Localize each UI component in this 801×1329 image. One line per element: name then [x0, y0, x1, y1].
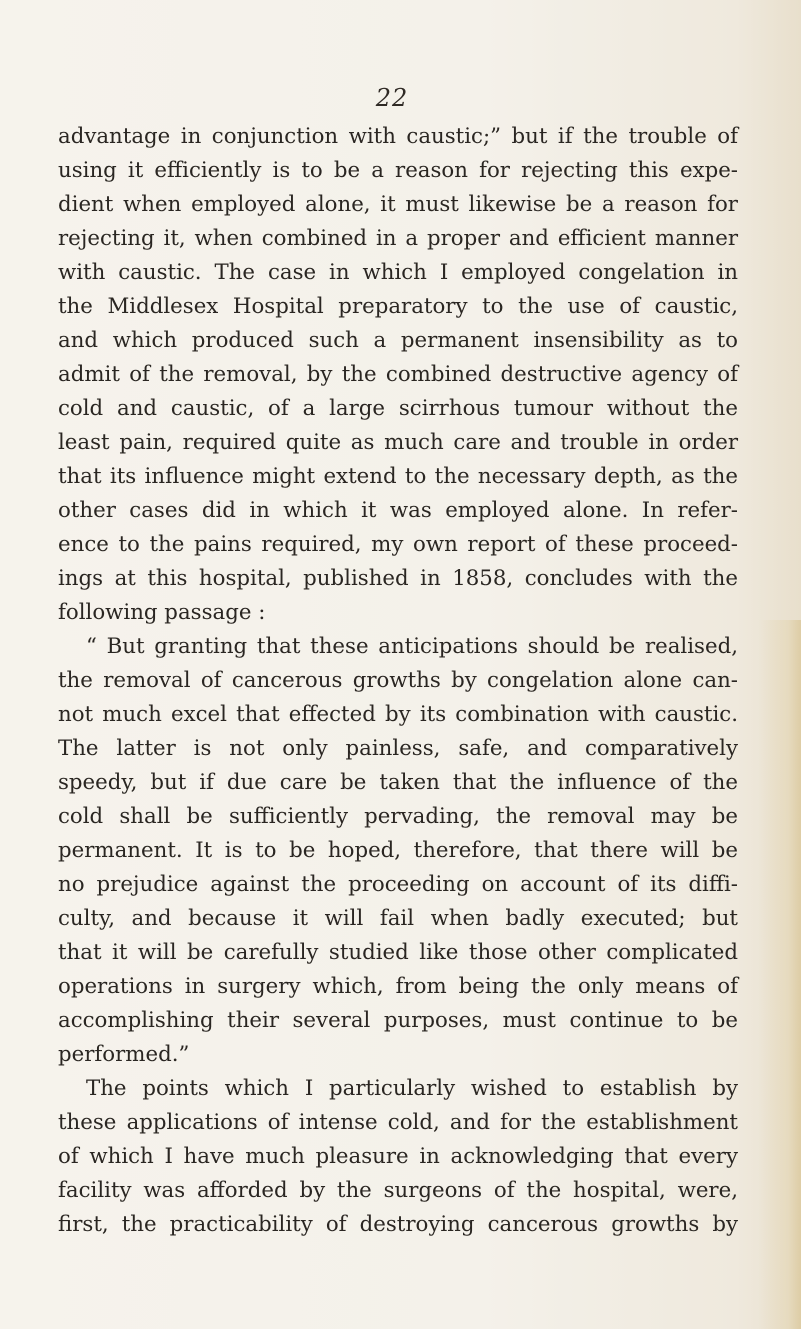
text-line: the Middlesex Hospital preparatory to the use of caustic, — [58, 294, 738, 319]
quote-line: the removal of cancerous growths by congelation alone can- — [58, 668, 738, 693]
text-line: that its influence might extend to the necessary depth, as the — [58, 464, 738, 489]
quote-line: that it will be carefully studied like those other complicated — [58, 940, 738, 965]
quote-line: cold shall be sufficiently pervading, the removal may be — [58, 804, 738, 829]
text-line: The points which I particularly wished to establish by — [86, 1076, 738, 1101]
text-line: least pain, required quite as much care and trouble in order — [58, 430, 738, 455]
quote-line: “ But granting that these anticipations should be realised, — [86, 634, 738, 659]
text-line: ings at this hospital, published in 1858, concludes with the — [58, 566, 738, 591]
text-line: these applications of intense cold, and for the establishment — [58, 1110, 738, 1135]
text-line: dient when employed alone, it must likewise be a reason for — [58, 192, 738, 217]
text-line: and which produced such a permanent insensibility as to — [58, 328, 738, 353]
quote-line: speedy, but if due care be taken that the influence of the — [58, 770, 738, 795]
body-text — [58, 120, 738, 1242]
quote-line: permanent. It is to be hoped, therefore, that there will be — [58, 838, 738, 863]
page-number: 22 — [375, 84, 409, 112]
quote-line: culty, and because it will fail when badly executed; but — [58, 906, 738, 931]
text-line: rejecting it, when combined in a proper and efficient manner — [58, 226, 738, 251]
quote-line: no prejudice against the proceeding on account of its diffi- — [58, 872, 738, 897]
text-line: following passage : — [58, 600, 266, 625]
quote-line: performed.” — [58, 1042, 190, 1067]
page-edge-stain — [759, 620, 801, 1329]
text-line: with caustic. The case in which I employed congelation in — [58, 260, 738, 285]
quote-line: operations in surgery which, from being the only means of — [58, 974, 738, 999]
quote-line: The latter is not only painless, safe, and comparatively — [58, 736, 738, 761]
quote-line: accomplishing their several purposes, must continue to be — [58, 1008, 738, 1033]
text-line: cold and caustic, of a large scirrhous tumour without the — [58, 396, 738, 421]
quote-line: not much excel that effected by its combination with caustic. — [58, 702, 738, 727]
text-line: facility was afforded by the surgeons of the hospital, were, — [58, 1178, 738, 1203]
text-line: other cases did in which it was employed alone. In refer- — [58, 498, 738, 523]
text-line: ence to the pains required, my own report of these proceed- — [58, 532, 738, 557]
text-line: first, the practicability of destroying cancerous growths by — [58, 1212, 738, 1237]
text-line: of which I have much pleasure in acknowledging that every — [58, 1144, 738, 1169]
text-line: advantage in conjunction with caustic;” but if the trouble of — [58, 124, 738, 149]
text-line: using it efficiently is to be a reason for rejecting this expe- — [58, 158, 738, 183]
text-line: admit of the removal, by the combined destructive agency of — [58, 362, 738, 387]
